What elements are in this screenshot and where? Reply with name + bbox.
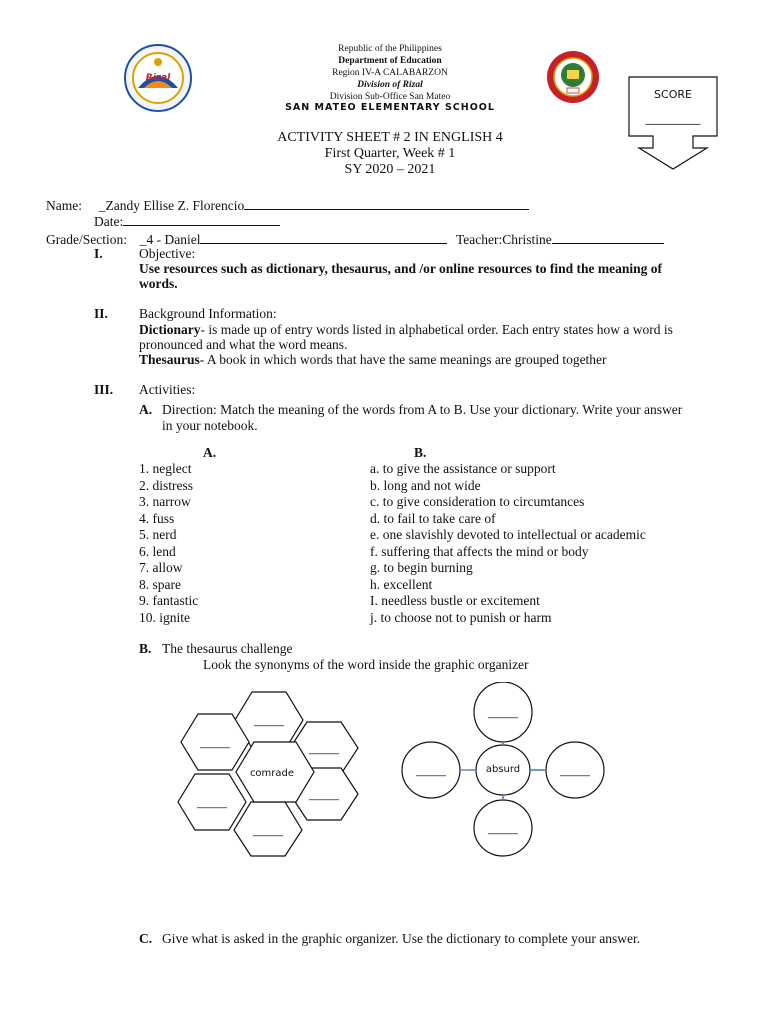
activity-b-instruction: Look the synonyms of the word inside the graphic organizer — [203, 657, 529, 672]
objective-text-line2: words. — [139, 276, 178, 291]
column-b-item: c. to give consideration to circumtances — [370, 494, 585, 509]
circle-center-word: absurd — [485, 764, 521, 775]
activity-a-direction-line1: Direction: Match the meaning of the words from A to B. Use your dictionary. Write your answer — [162, 402, 683, 417]
column-b-item: b. long and not wide — [370, 477, 481, 493]
column-a-header: A. — [203, 445, 217, 460]
quarter-week: First Quarter, Week # 1 — [324, 146, 456, 161]
circle-left-blank[interactable]: ______ — [416, 766, 446, 777]
activity-c-letter: C. — [139, 931, 153, 946]
circle-right-blank[interactable]: ______ — [560, 766, 590, 777]
column-a-item: 2. distress — [139, 477, 193, 493]
score-label: SCORE — [654, 88, 692, 101]
teacher-underline — [552, 231, 664, 244]
objective-text-line1: Use resources such as dictionary, thesaurus, and /or online resources to find the meaning of — [139, 261, 663, 276]
hexagon-organizer — [172, 688, 372, 858]
circle-bottom-blank[interactable]: ______ — [488, 824, 518, 835]
activity-a-direction-line2: in your notebook. — [162, 418, 258, 433]
hex-center-word: comrade — [249, 768, 295, 779]
hex-right-bottom-blank[interactable]: ______ — [309, 790, 339, 801]
column-a-item: 9. fantastic — [139, 593, 199, 608]
column-b-header: B. — [414, 445, 427, 460]
rizal-division-logo — [124, 44, 192, 112]
column-a-item: 5. nerd — [139, 527, 177, 542]
column-a-item: 4. fuss — [139, 510, 175, 526]
name-row — [46, 197, 529, 214]
header-school-name: SAN MATEO ELEMENTARY SCHOOL — [285, 102, 495, 113]
activity-b-title: The thesaurus challenge — [162, 641, 293, 656]
column-b-item: e. one slavishly devoted to intellectual or academic — [370, 527, 646, 542]
column-b-item: d. to fail to take care of — [370, 510, 496, 526]
section-number-iii: III. — [94, 382, 114, 397]
date-label: Date: — [94, 214, 124, 229]
column-b-item: g. to begin burning — [370, 560, 473, 575]
school-year: SY 2020 – 2021 — [344, 162, 436, 177]
school-seal-logo — [546, 50, 600, 104]
section-number-i: I. — [94, 246, 103, 261]
thesaurus-definition — [139, 352, 607, 368]
circle-organizer — [398, 682, 608, 858]
header-division: Division of Rizal — [357, 80, 423, 90]
dictionary-term: Dictionary — [139, 322, 201, 337]
grade-value[interactable]: _4 - Daniel — [139, 232, 201, 247]
objective-title: Objective: — [139, 246, 196, 261]
hex-right-top-blank[interactable]: ______ — [309, 744, 339, 755]
column-a-item: 10. ignite — [139, 609, 190, 625]
column-a-item: 1. neglect — [139, 461, 192, 476]
header-deped: Department of Education — [338, 56, 442, 66]
score-box — [628, 76, 718, 170]
column-b-item: a. to give the assistance or support — [370, 461, 556, 476]
hex-bottom-blank[interactable]: ______ — [253, 826, 283, 837]
dictionary-def-text: - is made up of entry words listed in alphabetical order. Each entry states how a word is — [200, 322, 673, 337]
svg-text:Rizal: Rizal — [145, 73, 171, 83]
activity-c-text: Give what is asked in the graphic organizer. Use the dictionary to complete your answer. — [162, 931, 641, 946]
column-a-item: 3. narrow — [139, 494, 191, 509]
column-b-item: I. needless bustle or excitement — [370, 593, 540, 608]
column-a-item: 8. spare — [139, 576, 181, 592]
hex-left-top-blank[interactable]: ______ — [200, 738, 230, 749]
column-a-item: 6. lend — [139, 543, 176, 559]
score-blank[interactable]: __________ — [645, 112, 701, 125]
activities-title: Activities: — [139, 382, 196, 397]
hex-left-bottom-blank[interactable]: ______ — [197, 798, 227, 809]
grade-label: Grade/Section: — [46, 232, 127, 247]
column-a-item: 7. allow — [139, 560, 183, 575]
column-b-item: j. to choose not to punish or harm — [370, 609, 552, 625]
date-field[interactable] — [123, 213, 280, 226]
grade-underline — [200, 231, 447, 244]
date-row — [94, 213, 280, 230]
name-label: Name: — [46, 198, 82, 213]
header-republic: Republic of the Philippines — [338, 44, 442, 54]
section-number-ii: II. — [94, 306, 108, 321]
dictionary-def-line2: pronounced and what the word means. — [139, 337, 348, 352]
activity-a-letter: A. — [139, 402, 153, 417]
teacher-label: Teacher: — [455, 232, 503, 247]
header-suboffice: Division Sub-Office San Mateo — [329, 92, 451, 102]
thesaurus-term: Thesaurus — [139, 352, 200, 367]
hex-top-blank[interactable]: ______ — [254, 716, 284, 727]
background-title: Background Information: — [139, 306, 277, 321]
dictionary-definition — [139, 322, 673, 338]
name-underline — [244, 197, 529, 210]
name-value[interactable]: _Zandy Ellise Z. Florencio — [98, 198, 245, 213]
column-b-item: h. excellent — [370, 576, 433, 592]
activity-title: ACTIVITY SHEET # 2 IN ENGLISH 4 — [277, 130, 503, 145]
activity-b-letter: B. — [139, 641, 152, 656]
teacher-value[interactable]: Christine — [502, 232, 552, 247]
thesaurus-def-text: - A book in which words that have the same meanings are grouped together — [199, 352, 607, 367]
circle-top-blank[interactable]: ______ — [488, 708, 518, 719]
column-b-item: f. suffering that affects the mind or body — [370, 543, 589, 559]
header-region: Region IV-A CALABARZON — [332, 68, 448, 78]
